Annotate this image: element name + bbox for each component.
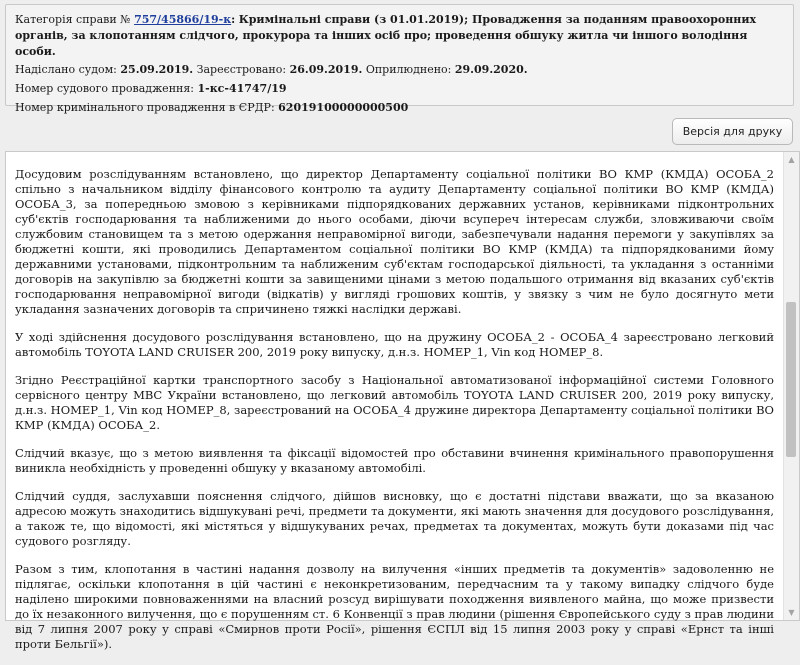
case-number-link[interactable]: 757/45866/19-к (134, 13, 232, 26)
scroll-up-arrow-icon[interactable]: ▲ (788, 155, 795, 164)
court-proceeding-label: Номер судового провадження: (15, 82, 195, 95)
criminal-proceeding-label: Номер кримінального провадження в ЄРДР: (15, 101, 275, 114)
case-info-panel (5, 4, 794, 114)
vertical-scrollbar[interactable] (783, 152, 799, 620)
court-proceeding-line (15, 81, 783, 97)
criminal-proceeding-line (15, 100, 783, 116)
sent-date: 25.09.2019. (120, 63, 194, 76)
paragraph: У ході здійснення досудового розслідування встановлено, що на дружину ОСОБА_2 - ОСОБА_4 зареєстровано легковий автомобіль TOYOTA LAND CRUISER 200, 2019 року випуску, д.н.з. НОМЕР_1, Vin код НОМЕР_8. (15, 330, 774, 359)
criminal-proceeding-number: 62019100000000500 (278, 101, 409, 114)
paragraph: Досудовим розслідуванням встановлено, що директор Департаменту соціальної політики ВО КМР (КМДА) ОСОБА_2 спільно з начальником відділу фінансового контролю та аудиту Департаменту соціальної політики ВО КМР (КМДА) ОСОБА_3, за попередньою змовою з керівниками підпорядкованих державних установ, керівниками підконтрольних суб'єктів господарювання та наближеними до нього особами, діючи всупереч інтересам служби, зловживаючи своїм службовим становищем та з метою одержання неправомірної вигоди, забезпечували надання перемоги у закупівлях за бюджетні кошти, які проводились Департаментом соціальної політики ВО КМР (КМДА) та підпорядкованими йому державними установами, підконтрольним та наближеним суб'єктам господарської діяльності, та укладання з останніми договорів на закупівлю за бюджетні кошти за завищеними цінами з метою подальшого отримання від вказаних суб'єктів господарювання неправомірної вигоди (відкатів) у вигляді грошових коштів, у звязку з чим не було досягнуто мети укладання зазначених договорів та спричинено тяжкі наслідки державі. (15, 167, 774, 316)
registered-date: 26.09.2019. (289, 63, 363, 76)
category-value: Кримінальні справи (з 01.01.2019); Провадження за поданням правоохоронних органів, за клопотанням слідчого, прокурора та інших осіб про; проведення обшуку житла чи іншого володіння особи. (15, 13, 757, 58)
registered-label: Зареєстровано: (196, 63, 287, 76)
paragraph: Разом з тим, клопотання в частині надання дозволу на вилучення «інших предметів та документів» задоволенню не підлягає, оскільки клопотання в цій частині є неконкретизованим, передчасним та у такому випадку слідчого буде наділено широкими повноваженнями на власний розсуд вирішувати походження виявленого майна, що може призвести до їх незаконного вилучення, що є порушенням ст. 6 Конвенції з прав людини (рішення Європейського суду з прав людини від 7 липня 2007 року у справі «Смирнов проти Росії», рішення ЄСПЛ від 15 липня 2003 року у справі «Ернст та інші проти Бельгії»). (15, 562, 774, 651)
document-panel[interactable] (5, 151, 800, 651)
document-text (6, 167, 782, 665)
paragraph: Слідчий вказує, що з метою виявлення та фіксації відомостей про обставини вчинення кримінального правопорушення виникла необхідність у проведенні обшуку у вказаному автомобілі. (15, 446, 774, 475)
scrollbar-thumb[interactable] (786, 302, 796, 457)
print-version-button[interactable]: Версія для друку (672, 118, 793, 145)
court-proceeding-number: 1-кс-41747/19 (197, 82, 287, 95)
published-label: Оприлюднено: (365, 63, 452, 76)
published-date: 29.09.2020. (454, 63, 528, 76)
case-category-line: Категорія справи № 757/45866/19-к: Кримінальні справи (з 01.01.2019); Провадження за поданням правоохоронних органів, за клопотанням слідчого, прокурора та інших осіб про; проведення обшуку житла чи іншого володіння особи. (15, 13, 757, 58)
paragraph: Слідчий суддя, заслухавши пояснення слідчого, дійшов висновку, що є достатні підстави вважати, що за вказаною адресою можуть знаходитись відшукувані речі, предмети та документи, які мають значення для досудового розслідування, а також те, що відомості, які містяться у відшукуваних речах, предметах та документах, можуть бути доказами під час судового розгляду. (15, 489, 774, 548)
paragraph: Згідно Реєстраційної картки транспортного засобу з Національної автоматизованої інформаційної системи Головного сервісного центру МВС України встановлено, що легковий автомобіль TOYOTA LAND CRUISER 200, 2019 року випуску, д.н.з. НОМЕР_1, Vin код НОМЕР_8, зареєстрований на ОСОБА_4 дружине директора Департаменту соціальної політики ВО КМР (КМДА) ОСОБА_2. (15, 373, 774, 432)
category-label: Категорія справи № (15, 13, 131, 26)
sent-label: Надіслано судом: (15, 63, 117, 76)
dates-line (15, 62, 783, 78)
scroll-down-arrow-icon[interactable]: ▼ (788, 608, 795, 617)
